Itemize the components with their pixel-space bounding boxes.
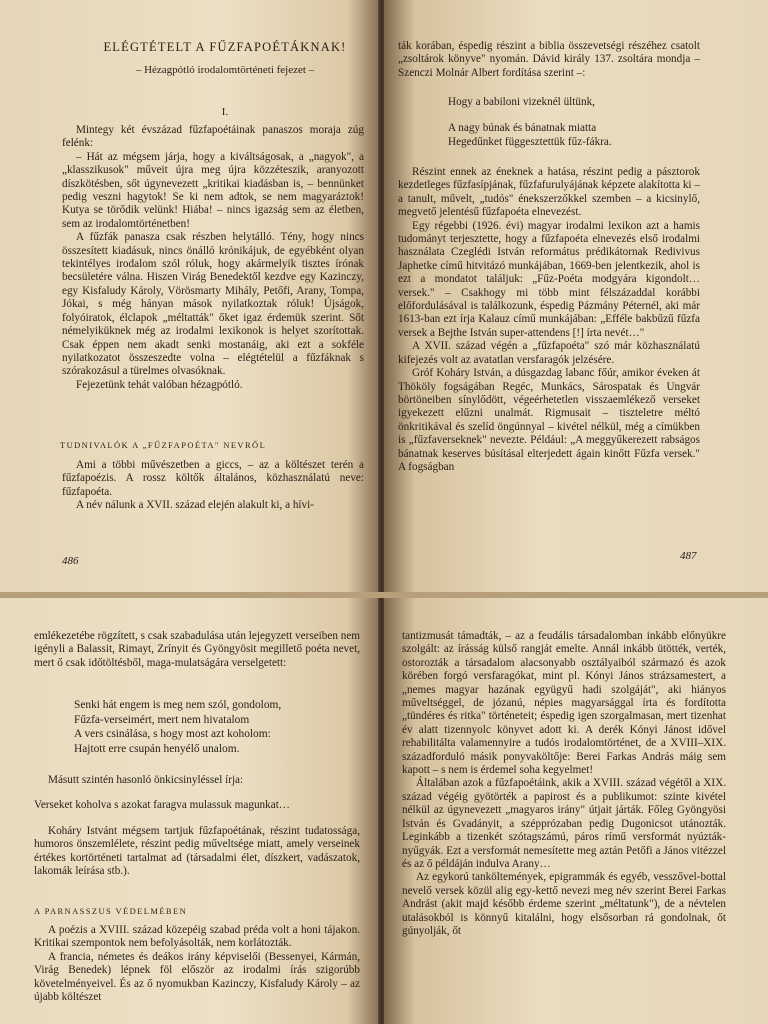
paragraph: A francia, németes és deákos irány képviselői (Bessenyei, Kármán, Virág Benedek) lépnek föl először az irodalmi írás szigorúbb követelményeivel. És az ő nyomukban Kazinczy, Kisfaludy Károly – az újabb költészet bbox=[34, 950, 360, 1004]
paragraph: A poézis a XVIII. század közepéig szabad préda volt a honi tájakon. Kritikai szempontok nem befolyásolták, nem korlátozták. bbox=[34, 924, 360, 950]
paragraph: Fejezetünk tehát valóban hézagpótló. bbox=[76, 378, 243, 391]
poem-line: Hogy a babiloni vizeknél ültünk, bbox=[448, 96, 595, 108]
paragraph: Részint ennek az éneknek a hatása, részint pedig a pásztorok kezdetleges fűzfasípjának, fűzfafurulyájának képzete alakította ki – a tanult, művelt, „tudós" énekszerzőkkel szemben – a kicsinylő, megvető jelentésű fűzfapoéta elnevezést. bbox=[398, 166, 700, 219]
poem-line: Senki hát engem is meg nem szól, gondolom, bbox=[74, 699, 282, 711]
page-bottom-right bbox=[384, 598, 768, 1024]
chapter-title: ELÉGTÉTELT A FŰZFAPOÉTÁKNAK! bbox=[103, 40, 347, 54]
section-number: I. bbox=[221, 106, 229, 118]
body-text bbox=[62, 459, 364, 513]
body-text bbox=[34, 630, 360, 670]
section-heading: A PARNASSZUS VÉDELMÉBEN bbox=[34, 906, 188, 916]
paragraph: Ami a többi művészetben a giccs, – az a költészet terén a fűzfapoézis. A rossz költők általános, közhasználatú neve: fűzfapoéta. bbox=[62, 459, 364, 498]
poem-line bbox=[448, 109, 612, 122]
paragraph: Mintegy két évszázad fűzfapoétáinak panaszos moraja zúg felénk: bbox=[62, 124, 364, 150]
paragraph: Egy régebbi (1926. évi) magyar irodalmi lexikon azt a hamis tudományt terjesztette, hogy a fűzfapoéta elnevezés első irodalmi használata Czeglédi István református prédikátornak Redivivus Japhetke című hitvitázó munkájában, 1669-ben jelentkezik, ahol is ezt a mondatot találjuk: „Fűz-Poéta modgyára kigondolt… versek." – Csakhogy mi több mint félszázaddal korábbi előfordulásával is találkozunk, éspedig Pázmány Péternél, aki már 1613-ban ezt írja Kalauz című munkájában: „Efféle bakbűzű fűzfa versek a Bejthe István super-attendens [!] írta nevét…" bbox=[398, 219, 700, 339]
poem-line: A nagy búnak és bánatnak miatta bbox=[448, 122, 597, 135]
page-487 bbox=[384, 0, 768, 592]
paragraph: A fűzfák panasza csak részben helytálló. Tény, hogy nincs összesített kiadásuk, nincs önálló krónikájuk, de egyébként olyan tekintélyes irodalom szól róluk, hogy akármelyik tisztes írónak becsületére válna. Hiszen Virág Benedektől kezdve egy Kazinczy, egy Kisfaludy Károly, Vörösmarty Mihály, Petőfi, Arany, Tompa, Jókai, s még hányan mások nyilatkoztak róluk! Újságok, folyóiratok, élclapok „méltatták" őket igaz érdemük szerint. Sőt némelyiküknek még az irodalmi lexikonok is helyet szorítottak. Csak éppen nem akadt senki mostanáig, aki ezt a sokféle nyilatkozatot összeszedte volna – elégtételül a fűzfáknak s szórakozásul a türelmes olvasóknak. bbox=[62, 231, 364, 378]
poem-line: Fűzfa-verseimért, mert nem hivatalom bbox=[74, 713, 250, 726]
body-text bbox=[34, 924, 360, 1004]
poem-block bbox=[74, 698, 281, 756]
paragraph: Gróf Koháry István, a dúsgazdag labanc főúr, amikor éveken át Thököly fogságában Regéc, Munkács, Sárospatak és Ungvár börtöneiben sínylődött, végeérhetetlen visszaemlékező verseket igyekezett elűzni unalmát. Rigmusait – tiszteletre méltó önkritikával és szelíd öngúnnyal – kivétel nélkül, még a címükben is „fűzfaverseknek" nevezte. Például: „A meggyűkerezett rabságos bánatnak keserves búsításal elterjedett ágain kinőtt Fűzfa versek." A fogságban bbox=[398, 367, 700, 473]
body-text bbox=[402, 630, 726, 938]
paragraph: Másutt szintén hasonló önkicsinyléssel írja: bbox=[48, 774, 244, 786]
chapter-subtitle: – Hézagpótló irodalomtörténeti fejezet – bbox=[135, 64, 315, 76]
body-text bbox=[62, 124, 364, 392]
page-486 bbox=[0, 0, 378, 592]
paragraph: Koháry Istvánt mégsem tartjuk fűzfapoétának, részint tudatossága, humoros önszemlélete, részint pedig műveltsége miatt, amely verseinek értékes kortörténeti tartalmat ad (társadalmi élet, díszkert, vadászatok, lakomák leírása stb.). bbox=[34, 824, 360, 878]
paragraph: A XVII. század végén a „fűzfapoéta" szó már közhasználatú kifejezés volt az avatatlan versfaragók jelzésére. bbox=[398, 340, 700, 366]
page-number: 486 bbox=[62, 555, 79, 567]
body-text bbox=[398, 166, 700, 474]
paragraph: – Hát az mégsem járja, hogy a kiváltságosak, a „nagyok", a „klasszikusok" műveit újra meg újra közzéteszik, aranyozott díszkötésben, sőt úgynevezett „kritikai kiadásban is, – bennünket pedig veszni hagytok! Se ki nem adtok, se nem magyaráztok! Kutya se törődik velünk! Hiába! – nincs igazság sem az életben, sem az irodalomtörténetben! bbox=[62, 150, 364, 230]
poem-block bbox=[448, 96, 612, 149]
section-heading: TUDNIVALÓK A „FŰZFAPOÉTA" NEVRŐL bbox=[60, 440, 267, 450]
paragraph: ták korában, éspedig részint a biblia összevetségi részéhez csatolt „zsoltárok könyve" nyomán. Dávid király 137. zsoltára mondja – Szenczi Molnár Albert fordítása szerint –: bbox=[398, 40, 700, 79]
paragraph: tantizmusát támadták, – az a feudális társadalomban inkább előnyükre szolgált: az írásság külső rangját emelte. Annál inkább ütötték, verték, ostorozták a társadalom alacsonyabb osztályaiból származó és azok körében forgó versfaragókat, mint pl. Kónyi János strázsamestert, a „nemes magyar hazának együgyű hadi szolgáját", aki hiányos műveltséggel, de józanú, népies magyarsággal írta és fordította „tündéres és ritka" történeteit; éspedig igen szorgalmasan, mert tizenhat év alatt tizennyolc könyvet adott ki. A derék Kónyi Jánost idővel rehabilitálta valamennyire a tudós irodalomtörténet, de a XVIII–XIX. századforduló másik ponyvaköltője: Berei Farkas András máig sem kapott – s nem is érdemel soha kegyelmet! bbox=[402, 630, 726, 777]
paragraph: emlékezetébe rögzített, s csak szabadulása után lejegyzett verseiben nem igényli a Balassit, Rimayt, Zrínyit és Gyöngyösit megillető poéta nevet, mert ő csak időtöltésből, maga-mulatságára verselgetett: bbox=[34, 630, 360, 669]
quote: Verseket koholva s azokat faragva mulassuk magunkat… bbox=[34, 799, 290, 812]
page-number: 487 bbox=[680, 550, 697, 562]
poem-line: A vers csinálása, s hogy most azt koholom: bbox=[74, 728, 271, 740]
body-text bbox=[34, 774, 360, 878]
body-text bbox=[398, 40, 700, 80]
poem-line: Hajtott erre csupán henyélő unalom. bbox=[74, 742, 240, 755]
paragraph: Az egykorú tanköltemények, epigrammák és egyéb, vesszővel-bottal nevelő versek közül alig egy-kettő nevezi meg név szerint Berei Farkas Andrást (akit majd később érdeme szerint „méltatunk"), de a névtelen utalásokból is könnyű kitalálni, hogy elsősorban rá gondolnak, őt gúnyolják, őt bbox=[402, 871, 726, 937]
page-bottom-left bbox=[0, 598, 378, 1024]
paragraph: A név nálunk a XVII. század elején alakult ki, a hívi- bbox=[76, 499, 314, 512]
poem-line: Hegedűnket függesztettük fűz-fákra. bbox=[448, 135, 612, 148]
paragraph: Általában azok a fűzfapoétáink, akik a XVIII. század végétől a XIX. század végéig gyötörték a papirost és a publikumot: szinte kivétel nélkül az úgynevezett „magyaros irány" útjait járták. Főleg Gyöngyösi István és Gvadányit, a szépprózaban pedig Dugonicsot utánozták. Leginkább a tizenkét szótagszámú, páros rímű versformát nyúzták-nyűgyák. Ezt a versformát nemesítette meg aztán Petőfi a János vitézzel és az ő példáján indulva Arany… bbox=[402, 777, 726, 870]
